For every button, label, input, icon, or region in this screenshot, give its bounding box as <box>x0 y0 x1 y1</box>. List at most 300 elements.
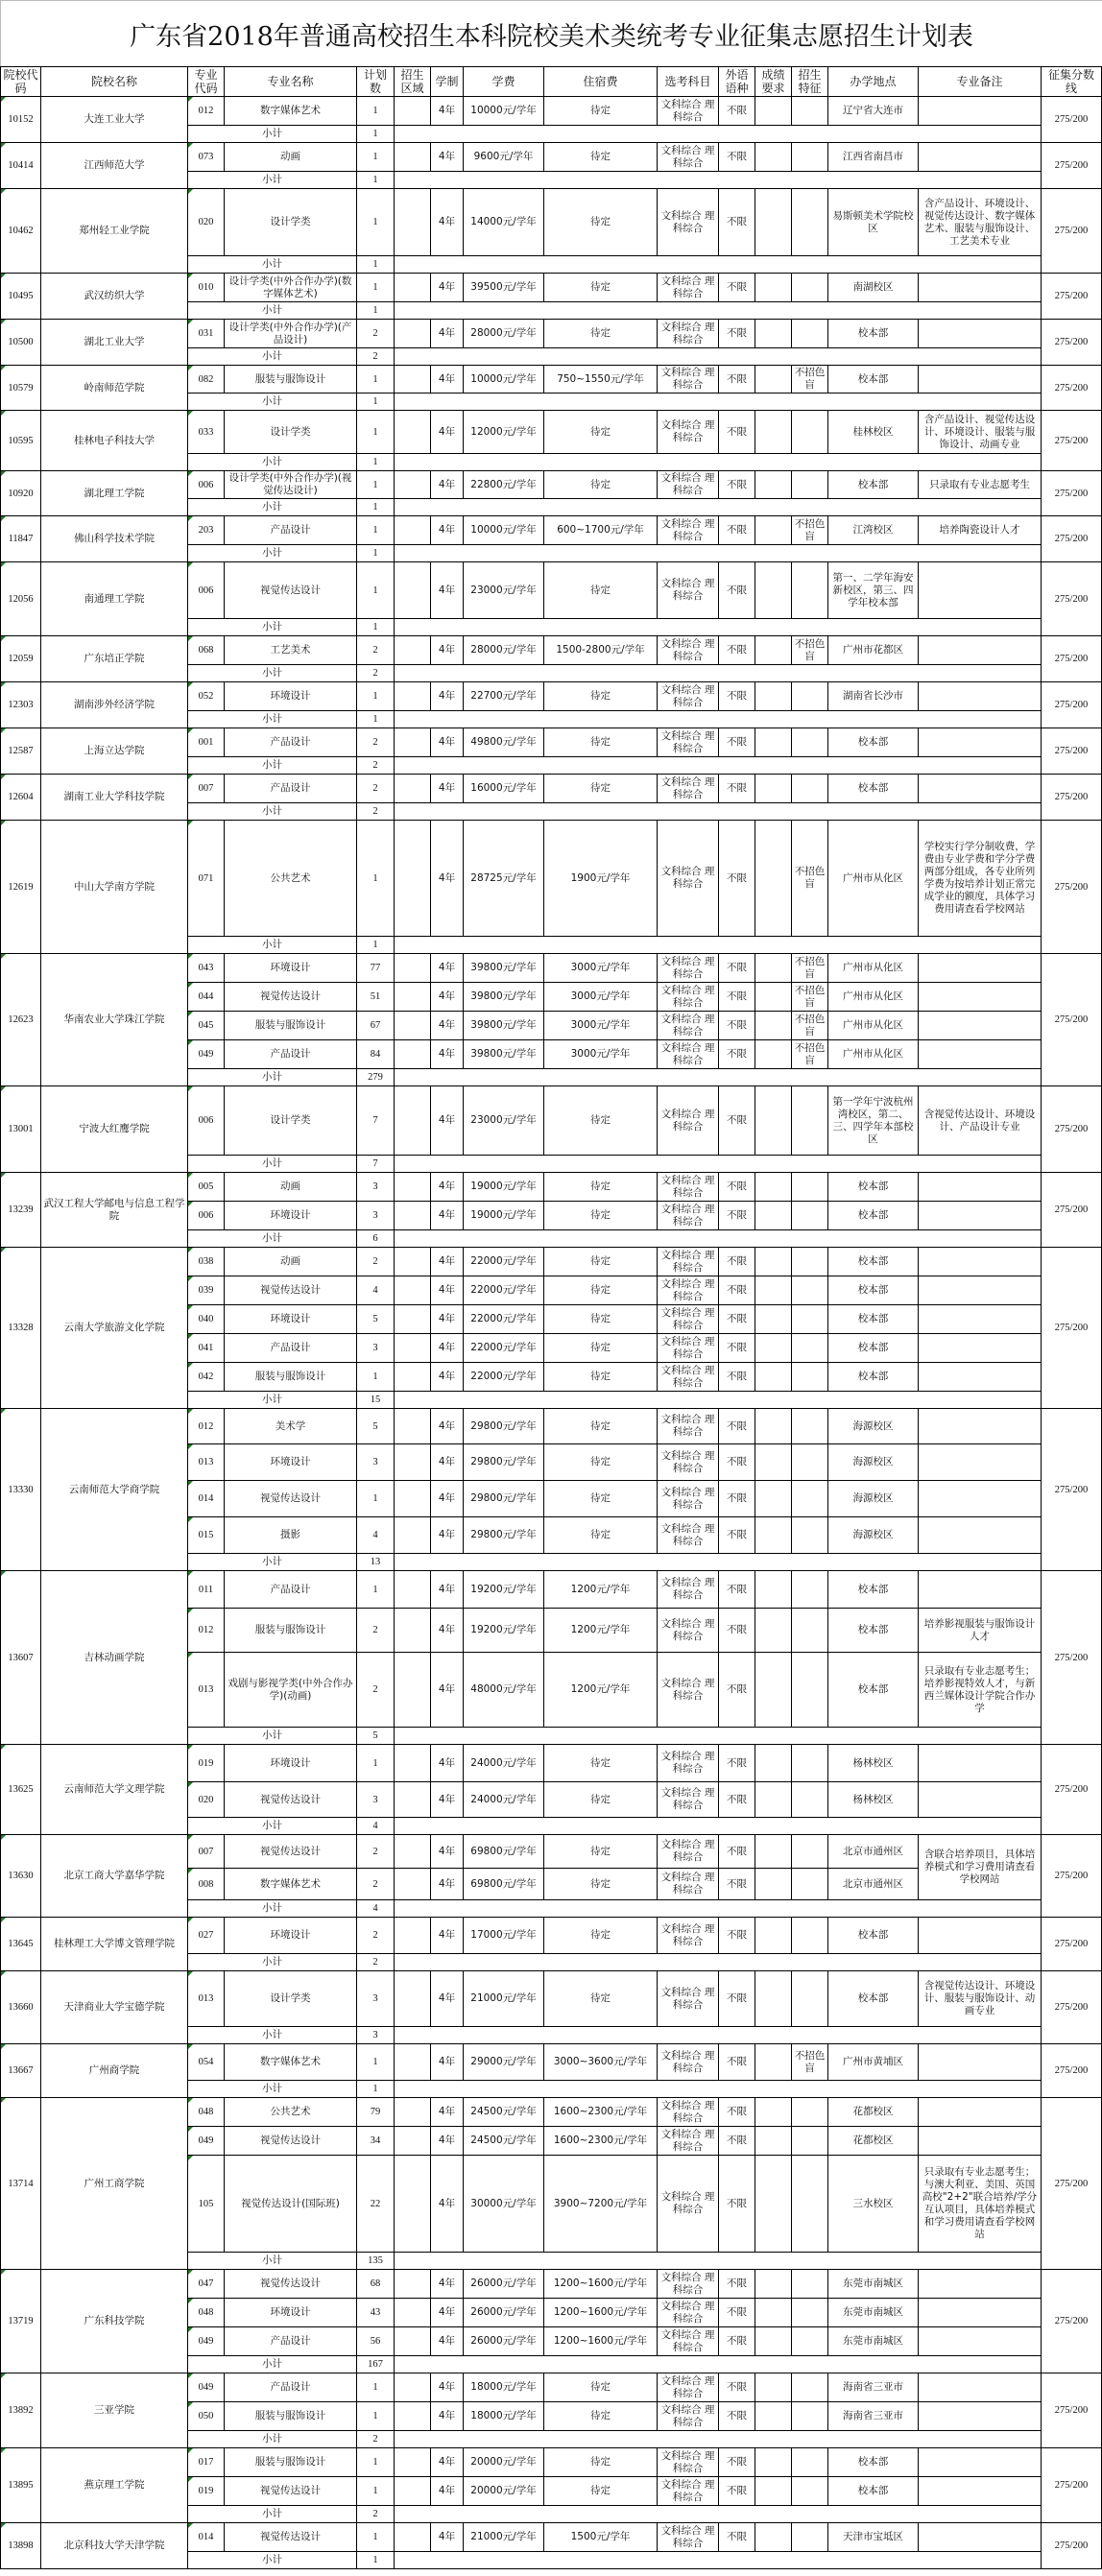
years: 4年 <box>431 274 464 302</box>
subtotal-filler <box>395 1818 1042 1835</box>
years: 4年 <box>431 1012 464 1040</box>
cutoff-score: 275/200 <box>1042 2044 1102 2098</box>
enroll-feature: 不招色盲 <box>792 954 828 983</box>
enroll-region <box>395 2477 431 2506</box>
dorm-fee: 待定 <box>544 274 658 302</box>
score-requirement <box>755 1869 792 1900</box>
location: 校本部 <box>828 1276 919 1305</box>
location: 江湾校区 <box>828 516 919 545</box>
tuition: 22700元/学年 <box>464 682 544 711</box>
years: 4年 <box>431 2156 464 2253</box>
header-feature: 招生特征 <box>792 67 828 97</box>
school-code: 10414 <box>1 143 41 189</box>
language: 不限 <box>719 2448 755 2477</box>
plan-count: 1 <box>357 97 395 126</box>
subjects: 文科综合 理科综合 <box>658 728 719 757</box>
major-note <box>919 1012 1042 1040</box>
language: 不限 <box>719 682 755 711</box>
enroll-region <box>395 728 431 757</box>
major-note <box>919 2477 1042 2506</box>
score-requirement <box>755 1276 792 1305</box>
school-code: 11847 <box>1 516 41 562</box>
location: 北京市通州区 <box>828 1869 919 1900</box>
major-name: 公共艺术 <box>225 821 357 937</box>
enroll-feature <box>792 143 828 172</box>
major-name: 视觉传达设计 <box>225 1782 357 1818</box>
major-note <box>919 682 1042 711</box>
enroll-region <box>395 1653 431 1728</box>
school-code: 12587 <box>1 728 41 775</box>
tuition: 24000元/学年 <box>464 1745 544 1782</box>
subtotal-filler <box>395 499 1042 516</box>
enroll-region <box>395 2044 431 2081</box>
major-note <box>919 1334 1042 1363</box>
tuition: 18000元/学年 <box>464 2373 544 2402</box>
subtotal-label: 小计 <box>188 1156 357 1173</box>
language: 不限 <box>719 1444 755 1481</box>
major-name: 视觉传达设计 <box>225 1481 357 1517</box>
major-code: 027 <box>188 1918 225 1954</box>
table-row <box>1 1571 1102 1609</box>
major-code: 007 <box>188 1835 225 1869</box>
major-name: 产品设计 <box>225 1040 357 1069</box>
subjects: 文科综合 理科综合 <box>658 1040 719 1069</box>
years: 4年 <box>431 2477 464 2506</box>
header-language: 外语语种 <box>719 67 755 97</box>
location: 校本部 <box>828 1363 919 1392</box>
location: 湖南省长沙市 <box>828 682 919 711</box>
major-note: 含联合培养项目，具体培养模式和学习费用请查看学校网站 <box>919 1835 1042 1900</box>
location: 杨林校区 <box>828 1782 919 1818</box>
enroll-region <box>395 821 431 937</box>
cutoff-score: 275/200 <box>1042 1571 1102 1745</box>
years: 4年 <box>431 1363 464 1392</box>
years: 4年 <box>431 954 464 983</box>
dorm-fee: 待定 <box>544 1248 658 1276</box>
major-code: 013 <box>188 1653 225 1728</box>
enroll-region <box>395 1571 431 1609</box>
years: 4年 <box>431 2523 464 2552</box>
enroll-region <box>395 1745 431 1782</box>
years: 4年 <box>431 1409 464 1444</box>
dorm-fee: 待定 <box>544 411 658 454</box>
table-row <box>1 2098 1102 2127</box>
major-name: 摄影 <box>225 1517 357 1554</box>
subtotal-filler <box>395 803 1042 821</box>
subtotal-filler <box>395 1230 1042 1248</box>
cutoff-score: 275/200 <box>1042 1745 1102 1835</box>
plan-count: 3 <box>357 1202 395 1230</box>
language: 不限 <box>719 1409 755 1444</box>
location: 北京市通州区 <box>828 1835 919 1869</box>
enroll-feature <box>792 2523 828 2552</box>
location: 校本部 <box>828 1173 919 1202</box>
tuition: 24500元/学年 <box>464 2098 544 2127</box>
major-name: 环境设计 <box>225 1918 357 1954</box>
plan-count: 2 <box>357 1609 395 1653</box>
years: 4年 <box>431 1745 464 1782</box>
enroll-region <box>395 189 431 256</box>
enroll-feature: 不招色盲 <box>792 636 828 665</box>
enroll-feature: 不招色盲 <box>792 1040 828 1069</box>
school-name: 湖北工业大学 <box>41 320 188 366</box>
subtotal-filler <box>395 394 1042 411</box>
header-tuition: 学费 <box>464 67 544 97</box>
school-code: 12303 <box>1 682 41 728</box>
dorm-fee: 待定 <box>544 2373 658 2402</box>
major-note <box>919 2373 1042 2402</box>
tuition: 26000元/学年 <box>464 2299 544 2327</box>
plan-count: 2 <box>357 1653 395 1728</box>
major-name: 视觉传达设计 <box>225 2523 357 2552</box>
subtotal-filler <box>395 1554 1042 1571</box>
subtotal-filler <box>395 665 1042 682</box>
location: 天津市宝坻区 <box>828 2523 919 2552</box>
plan-count: 1 <box>357 2402 395 2431</box>
language: 不限 <box>719 2373 755 2402</box>
dorm-fee: 3900~7200元/学年 <box>544 2156 658 2253</box>
major-code: 049 <box>188 1040 225 1069</box>
cutoff-score: 275/200 <box>1042 954 1102 1086</box>
years: 4年 <box>431 682 464 711</box>
years: 4年 <box>431 2402 464 2431</box>
score-requirement <box>755 2373 792 2402</box>
plan-count: 2 <box>357 636 395 665</box>
school-name: 广东科技学院 <box>41 2270 188 2373</box>
school-name: 广东培正学院 <box>41 636 188 682</box>
major-note <box>919 562 1042 619</box>
score-requirement <box>755 1248 792 1276</box>
language: 不限 <box>719 2127 755 2156</box>
major-code: 011 <box>188 1571 225 1609</box>
subtotal-filler <box>395 302 1042 320</box>
subjects: 文科综合 理科综合 <box>658 1334 719 1363</box>
major-name: 公共艺术 <box>225 2098 357 2127</box>
tuition: 39800元/学年 <box>464 1012 544 1040</box>
location: 校本部 <box>828 1571 919 1609</box>
plan-count: 84 <box>357 1040 395 1069</box>
header-subjects: 选考科目 <box>658 67 719 97</box>
enroll-feature <box>792 562 828 619</box>
subjects: 文科综合 理科综合 <box>658 682 719 711</box>
tuition: 19200元/学年 <box>464 1609 544 1653</box>
subtotal-filler <box>395 454 1042 471</box>
tuition: 19000元/学年 <box>464 1173 544 1202</box>
years: 4年 <box>431 1782 464 1818</box>
major-name: 戏剧与影视学类(中外合作办学)(动画) <box>225 1653 357 1728</box>
school-code: 13001 <box>1 1086 41 1173</box>
major-code: 012 <box>188 97 225 126</box>
major-name: 环境设计 <box>225 1202 357 1230</box>
dorm-fee: 1200元/学年 <box>544 1609 658 1653</box>
major-note <box>919 2127 1042 2156</box>
subjects: 文科综合 理科综合 <box>658 2156 719 2253</box>
enroll-feature <box>792 1202 828 1230</box>
plan-count: 2 <box>357 1869 395 1900</box>
major-note: 只录取有专业志愿考生 <box>919 471 1042 499</box>
tuition: 69800元/学年 <box>464 1869 544 1900</box>
school-name: 武汉纺织大学 <box>41 274 188 320</box>
tuition: 49800元/学年 <box>464 728 544 757</box>
score-requirement <box>755 1745 792 1782</box>
location: 花都校区 <box>828 2098 919 2127</box>
plan-count: 1 <box>357 1481 395 1517</box>
school-code: 13719 <box>1 2270 41 2373</box>
major-code: 007 <box>188 775 225 803</box>
table-row <box>1 1971 1102 2027</box>
cutoff-score: 275/200 <box>1042 471 1102 516</box>
cutoff-score: 275/200 <box>1042 1971 1102 2044</box>
major-note: 只录取有专业志愿考生；与澳大利亚、美国、英国高校"2+2"联合培养/学分互认项目，具体培养模式和学习费用请查看学校网站 <box>919 2156 1042 2253</box>
years: 4年 <box>431 983 464 1012</box>
school-code: 13898 <box>1 2523 41 2569</box>
tuition: 28000元/学年 <box>464 636 544 665</box>
score-requirement <box>755 2523 792 2552</box>
plan-count: 4 <box>357 1517 395 1554</box>
school-code: 13330 <box>1 1409 41 1571</box>
school-code: 10920 <box>1 471 41 516</box>
dorm-fee: 待定 <box>544 189 658 256</box>
subtotal-label: 小计 <box>188 619 357 636</box>
major-code: 031 <box>188 320 225 348</box>
major-code: 049 <box>188 2327 225 2356</box>
subtotal-value: 135 <box>357 2253 395 2270</box>
major-code: 001 <box>188 728 225 757</box>
subtotal-filler <box>395 619 1042 636</box>
header-school-name: 院校名称 <box>41 67 188 97</box>
major-name: 设计学类 <box>225 1971 357 2027</box>
plan-count: 2 <box>357 1835 395 1869</box>
location: 校本部 <box>828 320 919 348</box>
plan-count: 5 <box>357 1305 395 1334</box>
table-row <box>1 2373 1102 2402</box>
score-requirement <box>755 2044 792 2081</box>
school-name: 佛山科学技术学院 <box>41 516 188 562</box>
enroll-feature <box>792 471 828 499</box>
header-dorm-fee: 住宿费 <box>544 67 658 97</box>
language: 不限 <box>719 2402 755 2431</box>
subjects: 文科综合 理科综合 <box>658 1305 719 1334</box>
table-row <box>1 1248 1102 1276</box>
subtotal-label: 小计 <box>188 454 357 471</box>
enroll-region <box>395 320 431 348</box>
score-requirement <box>755 1086 792 1156</box>
tuition: 24000元/学年 <box>464 1782 544 1818</box>
school-code: 12056 <box>1 562 41 636</box>
years: 4年 <box>431 471 464 499</box>
major-code: 048 <box>188 2098 225 2127</box>
subtotal-filler <box>395 126 1042 143</box>
major-code: 049 <box>188 2127 225 2156</box>
table-row <box>1 411 1102 454</box>
subtotal-filler <box>395 545 1042 562</box>
major-name: 环境设计 <box>225 1305 357 1334</box>
enroll-region <box>395 1173 431 1202</box>
major-name: 服装与服饰设计 <box>225 2402 357 2431</box>
major-name: 产品设计 <box>225 1571 357 1609</box>
years: 4年 <box>431 2127 464 2156</box>
enroll-region <box>395 1202 431 1230</box>
dorm-fee: 待定 <box>544 1202 658 1230</box>
subtotal-label: 小计 <box>188 499 357 516</box>
major-code: 041 <box>188 1334 225 1363</box>
language: 不限 <box>719 1609 755 1653</box>
subtotal-value: 1 <box>357 172 395 189</box>
subjects: 文科综合 理科综合 <box>658 189 719 256</box>
major-note <box>919 2402 1042 2431</box>
plan-count: 3 <box>357 1173 395 1202</box>
major-note <box>919 1173 1042 1202</box>
major-note: 含视觉传达设计、环境设计、服装与服饰设计、动画专业 <box>919 1971 1042 2027</box>
subtotal-value: 1 <box>357 711 395 728</box>
subjects: 文科综合 理科综合 <box>658 775 719 803</box>
enroll-region <box>395 411 431 454</box>
language: 不限 <box>719 411 755 454</box>
score-requirement <box>755 1012 792 1040</box>
dorm-fee: 待定 <box>544 775 658 803</box>
score-requirement <box>755 1202 792 1230</box>
subjects: 文科综合 理科综合 <box>658 1571 719 1609</box>
dorm-fee: 待定 <box>544 1481 658 1517</box>
language: 不限 <box>719 1481 755 1517</box>
tuition: 22000元/学年 <box>464 1363 544 1392</box>
language: 不限 <box>719 983 755 1012</box>
dorm-fee: 1200~1600元/学年 <box>544 2299 658 2327</box>
major-name: 工艺美术 <box>225 636 357 665</box>
major-code: 033 <box>188 411 225 454</box>
score-requirement <box>755 1040 792 1069</box>
language: 不限 <box>719 2270 755 2299</box>
years: 4年 <box>431 1609 464 1653</box>
dorm-fee: 待定 <box>544 1782 658 1818</box>
score-requirement <box>755 1653 792 1728</box>
major-name: 环境设计 <box>225 2299 357 2327</box>
score-requirement <box>755 954 792 983</box>
major-note <box>919 2270 1042 2299</box>
school-code: 12059 <box>1 636 41 682</box>
plan-count: 77 <box>357 954 395 983</box>
years: 4年 <box>431 1517 464 1554</box>
dorm-fee: 待定 <box>544 1409 658 1444</box>
subjects: 文科综合 理科综合 <box>658 2299 719 2327</box>
major-code: 040 <box>188 1305 225 1334</box>
enroll-feature <box>792 320 828 348</box>
subjects: 文科综合 理科综合 <box>658 143 719 172</box>
major-note <box>919 1202 1042 1230</box>
subjects: 文科综合 理科综合 <box>658 1276 719 1305</box>
enroll-region <box>395 1869 431 1900</box>
major-name: 产品设计 <box>225 1334 357 1363</box>
location: 校本部 <box>828 1248 919 1276</box>
location: 海源校区 <box>828 1481 919 1517</box>
subtotal-label: 小计 <box>188 302 357 320</box>
plan-count: 1 <box>357 516 395 545</box>
plan-count: 68 <box>357 2270 395 2299</box>
location: 校本部 <box>828 1609 919 1653</box>
major-code: 014 <box>188 2523 225 2552</box>
years: 4年 <box>431 728 464 757</box>
location: 校本部 <box>828 2477 919 2506</box>
plan-count: 1 <box>357 189 395 256</box>
major-note <box>919 1782 1042 1818</box>
score-requirement <box>755 1444 792 1481</box>
years: 4年 <box>431 2098 464 2127</box>
plan-count: 1 <box>357 143 395 172</box>
enroll-region <box>395 2402 431 2431</box>
tuition: 22000元/学年 <box>464 1276 544 1305</box>
major-note: 培养影视服装与服饰设计人才 <box>919 1609 1042 1653</box>
major-code: 012 <box>188 1409 225 1444</box>
score-requirement <box>755 1971 792 2027</box>
table-row <box>1 97 1102 126</box>
location: 广州市从化区 <box>828 983 919 1012</box>
major-code: 073 <box>188 143 225 172</box>
language: 不限 <box>719 471 755 499</box>
location: 校本部 <box>828 471 919 499</box>
school-code: 10500 <box>1 320 41 366</box>
major-note <box>919 1571 1042 1609</box>
language: 不限 <box>719 97 755 126</box>
major-code: 038 <box>188 1248 225 1276</box>
enroll-feature <box>792 1782 828 1818</box>
major-name: 视觉传达设计 <box>225 983 357 1012</box>
location: 海南省三亚市 <box>828 2373 919 2402</box>
table-row <box>1 1835 1102 1869</box>
tuition: 21000元/学年 <box>464 1971 544 2027</box>
table-body <box>1 97 1102 2569</box>
major-note <box>919 2523 1042 2552</box>
table-row <box>1 143 1102 172</box>
dorm-fee: 750~1550元/学年 <box>544 366 658 394</box>
language: 不限 <box>719 636 755 665</box>
tuition: 17000元/学年 <box>464 1918 544 1954</box>
enroll-region <box>395 1040 431 1069</box>
school-code: 10462 <box>1 189 41 274</box>
school-name: 三亚学院 <box>41 2373 188 2448</box>
score-requirement <box>755 2098 792 2127</box>
tuition: 22000元/学年 <box>464 1334 544 1363</box>
enroll-region <box>395 983 431 1012</box>
language: 不限 <box>719 2098 755 2127</box>
subtotal-value: 167 <box>357 2356 395 2373</box>
location: 校本部 <box>828 2448 919 2477</box>
major-code: 017 <box>188 2448 225 2477</box>
tuition: 19000元/学年 <box>464 1202 544 1230</box>
major-note: 含产品设计、视觉传达设计、环境设计、服装与服饰设计、动画专业 <box>919 411 1042 454</box>
enroll-feature <box>792 2448 828 2477</box>
language: 不限 <box>719 954 755 983</box>
score-requirement <box>755 821 792 937</box>
tuition: 10000元/学年 <box>464 97 544 126</box>
plan-count: 51 <box>357 983 395 1012</box>
subjects: 文科综合 理科综合 <box>658 1869 719 1900</box>
enroll-region <box>395 636 431 665</box>
language: 不限 <box>719 366 755 394</box>
enrollment-plan-table <box>0 66 1102 2569</box>
school-code: 13239 <box>1 1173 41 1248</box>
major-note <box>919 1276 1042 1305</box>
major-code: 006 <box>188 562 225 619</box>
major-name: 产品设计 <box>225 2373 357 2402</box>
school-code: 12619 <box>1 821 41 954</box>
cutoff-score: 275/200 <box>1042 2270 1102 2373</box>
score-requirement <box>755 636 792 665</box>
major-name: 设计学类 <box>225 189 357 256</box>
subtotal-label: 小计 <box>188 1392 357 1409</box>
subtotal-label: 小计 <box>188 2506 357 2523</box>
years: 4年 <box>431 1173 464 1202</box>
school-name: 吉林动画学院 <box>41 1571 188 1745</box>
